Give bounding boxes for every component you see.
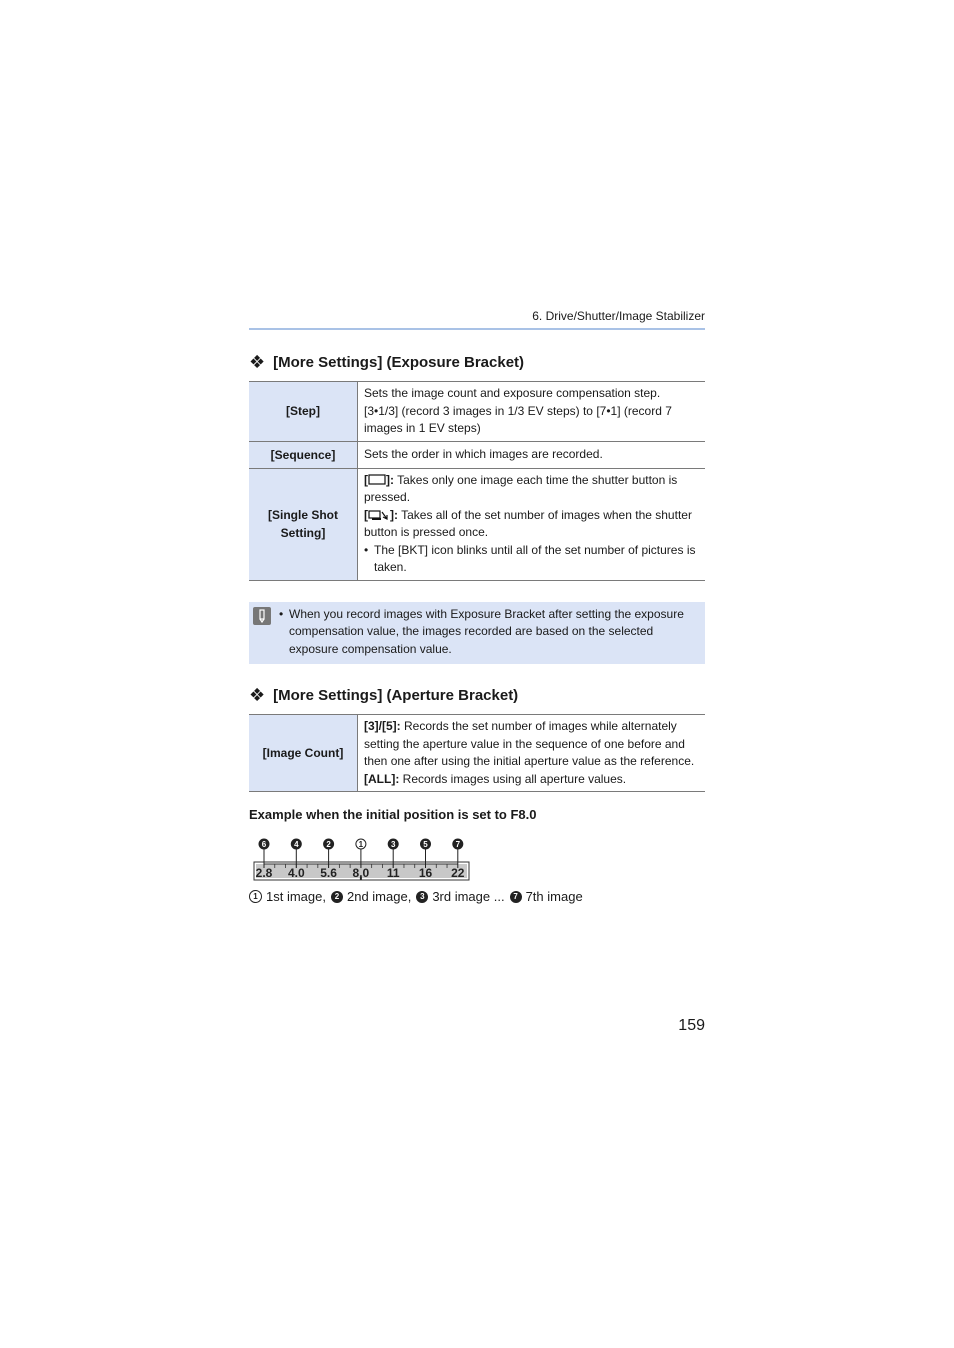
section-title-text: [More Settings] (Aperture Bracket) bbox=[273, 686, 519, 704]
scale-marker-number: 7 bbox=[455, 840, 461, 849]
bracket-open: [ bbox=[364, 507, 368, 522]
marker-circle-filled: 7 bbox=[510, 891, 522, 903]
bullet-text: The [BKT] icon blinks until all of the set number of pictures is taken. bbox=[374, 542, 696, 574]
option-text: Takes only one image each time the shutter button is pressed. bbox=[364, 472, 678, 504]
bullet-icon: • bbox=[279, 606, 284, 621]
scale-value-label: 4.0 bbox=[287, 866, 305, 880]
bracket-close: ]: bbox=[390, 507, 398, 522]
running-header: 6. Drive/Shutter/Image Stabilizer bbox=[532, 309, 705, 323]
scale-value-label: 16 bbox=[418, 866, 433, 880]
note-box bbox=[249, 602, 705, 665]
section-title-aperture-bracket bbox=[249, 686, 705, 704]
legend-text: 3rd image ... bbox=[432, 889, 505, 904]
bracket-close: ]: bbox=[386, 472, 394, 487]
table-row bbox=[249, 468, 705, 580]
single-shot-icon bbox=[368, 474, 386, 485]
marker-circle-open: 1 bbox=[249, 890, 262, 903]
scale-legend bbox=[249, 889, 705, 904]
scale-value-label: 5.6 bbox=[320, 866, 337, 880]
scale-marker-number: 3 bbox=[390, 840, 396, 849]
row-key: [Sequence] bbox=[249, 441, 358, 468]
burst-shot-icon bbox=[368, 509, 390, 521]
legend-text: 1st image, bbox=[266, 889, 326, 904]
option-label: [ALL]: bbox=[364, 771, 400, 786]
row-value bbox=[358, 468, 706, 580]
bullet-item bbox=[364, 542, 699, 577]
legend-text: 2nd image, bbox=[346, 889, 412, 904]
scale-value-label: 22 bbox=[451, 866, 465, 880]
option-text: Takes all of the set number of images when the shutter button is pressed once. bbox=[364, 507, 692, 539]
key-line: [Single Shot bbox=[268, 508, 338, 522]
row-key bbox=[249, 468, 358, 580]
page-content bbox=[249, 300, 705, 904]
example-title: Example when the initial position is set to F8.0 bbox=[249, 807, 537, 822]
marker-circle-filled: 3 bbox=[416, 891, 428, 903]
aperture-scale bbox=[249, 836, 479, 886]
legend-text: 7th image bbox=[525, 889, 583, 904]
scale-marker-number: 1 bbox=[358, 840, 364, 849]
header-rule bbox=[249, 328, 705, 330]
four-diamond-icon: ❖ bbox=[249, 352, 266, 372]
burst-option bbox=[364, 507, 699, 542]
option-text: Records images using all aperture values. bbox=[399, 771, 627, 786]
scale-value-label: 11 bbox=[386, 866, 400, 880]
bullet-icon: • bbox=[364, 542, 369, 557]
page-number: 159 bbox=[678, 1017, 705, 1034]
option-label: [3]/[5]: bbox=[364, 719, 401, 733]
key-line: Setting] bbox=[280, 526, 326, 540]
option-35 bbox=[364, 718, 699, 771]
scale-marker-number: 6 bbox=[261, 840, 267, 849]
option-text: Records the set number of images while alternately setting the aperture value in the sequence of one before and then one after using the initial aperture value as the reference. bbox=[364, 719, 695, 768]
row-value bbox=[358, 715, 706, 792]
scale-marker-number: 2 bbox=[326, 840, 331, 849]
value-line: [3•1/3] (record 3 images in 1/3 EV steps) to [7•1] (record 7 images in 1 EV steps) bbox=[364, 403, 672, 435]
four-diamond-icon: ❖ bbox=[249, 685, 266, 705]
pencil-note-icon bbox=[253, 607, 271, 625]
row-key: [Step] bbox=[249, 382, 358, 442]
table-row bbox=[249, 382, 705, 442]
scale-value-label: 8.0 bbox=[352, 866, 370, 880]
section-title-exposure-bracket bbox=[249, 353, 705, 371]
value-line: Sets the image count and exposure compensation step. bbox=[364, 386, 661, 400]
row-value: Sets the order in which images are recorded. bbox=[358, 441, 706, 468]
option-all bbox=[364, 771, 699, 789]
single-option bbox=[364, 472, 699, 507]
scale-marker-number: 4 bbox=[294, 840, 299, 849]
row-value bbox=[358, 382, 706, 442]
section-title-text: [More Settings] (Exposure Bracket) bbox=[273, 353, 525, 371]
aperture-scale-graphic bbox=[249, 836, 479, 886]
scale-marker-number: 5 bbox=[423, 840, 428, 849]
exposure-bracket-table bbox=[249, 381, 705, 581]
table-row bbox=[249, 715, 705, 792]
aperture-bracket-table bbox=[249, 714, 705, 792]
scale-value-label: 2.8 bbox=[255, 866, 273, 880]
note-text: When you record images with Exposure Bracket after setting the exposure compensation value, the images recorded are based on the selected exposure compensation value. bbox=[289, 606, 684, 656]
bracket-open: [ bbox=[364, 472, 368, 487]
row-key: [Image Count] bbox=[249, 715, 358, 792]
marker-circle-filled: 2 bbox=[331, 891, 343, 903]
table-row bbox=[249, 441, 705, 468]
